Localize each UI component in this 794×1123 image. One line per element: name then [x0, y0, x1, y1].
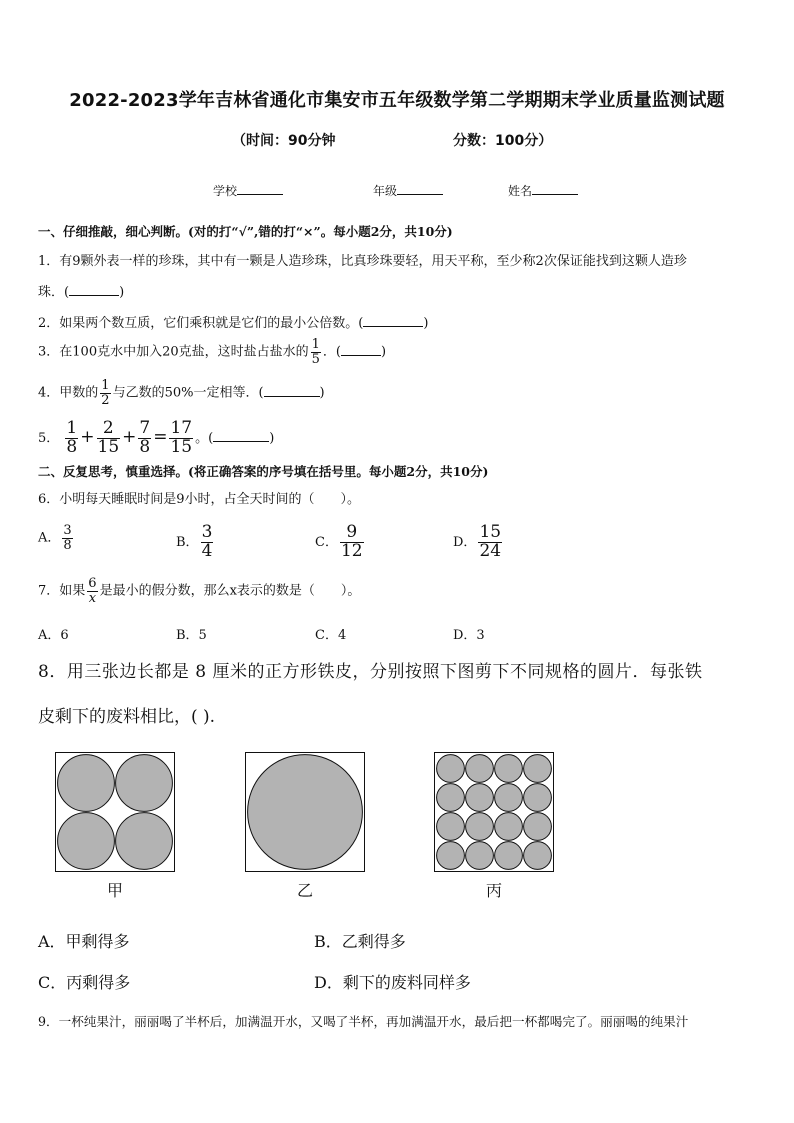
- q8-option-d[interactable]: D．剩下的废料同样多: [314, 973, 471, 992]
- q6-option-b-fraction: $\frac{3}{4}$: [201, 522, 213, 561]
- bing-circle: [495, 842, 523, 870]
- figure-label-bing: 丙: [485, 881, 502, 900]
- school-field: [213, 182, 283, 199]
- jia-circle: [58, 813, 115, 870]
- q3-fraction: $\frac{1}{5}$: [311, 337, 320, 367]
- question-8-line-1: 8．用三张边长都是 8 厘米的正方形铁皮，分别按照下图剪下不同规格的圆片．每张铁: [38, 662, 703, 682]
- question-5: [38, 420, 274, 457]
- figure-jia: [55, 752, 175, 872]
- jia-circle: [116, 755, 173, 812]
- bing-circle: [495, 755, 523, 783]
- figure-label-jia: 甲: [106, 881, 123, 900]
- bing-circle: [466, 755, 494, 783]
- q8-option-c[interactable]: C．丙剩得多: [38, 973, 131, 992]
- q7-fraction: $\frac{6}{x}$: [88, 576, 97, 606]
- bing-circle: [437, 813, 465, 841]
- q5-fraction-3: $\frac{7}{8}$: [139, 418, 151, 457]
- question-8-line-2: 皮剩下的废料相比，( ).: [38, 707, 216, 727]
- q6-option-d-fraction: $\frac{15}{24}$: [479, 522, 502, 561]
- subtitle-score: 分数：100分）: [453, 133, 553, 149]
- q7-option-d[interactable]: D．3: [453, 628, 485, 643]
- q2-text: 2．如果两个数互质，它们乘积就是它们的最小公倍数。(: [38, 316, 364, 331]
- q5-close: ): [269, 430, 275, 446]
- q7-option-c[interactable]: C．4: [315, 628, 347, 643]
- q6-option-c[interactable]: C． $\frac{9}{12}$: [315, 522, 363, 561]
- jia-circle: [116, 813, 173, 870]
- yi-circle: [248, 755, 363, 870]
- name-blank[interactable]: [532, 183, 578, 195]
- question-7: [38, 577, 360, 605]
- grade-blank[interactable]: [397, 183, 443, 195]
- question-1-line-1: 1．有9颗外表一样的珍珠，其中有一颗是人造珍珠，比真珍珠要轻，用天平称，至少称2次保证能找到这颗人造珍: [38, 254, 687, 269]
- q7-text: 7．如果: [38, 583, 86, 599]
- subtitle-time: （时间：90分钟: [232, 133, 336, 149]
- bing-circle: [524, 842, 552, 870]
- question-4: [38, 379, 325, 407]
- bing-circle: [437, 784, 465, 812]
- q7-option-a[interactable]: A．6: [38, 628, 69, 643]
- question-1-line-2: [38, 281, 124, 300]
- q5-plus-1: +: [80, 426, 95, 447]
- q4-text: 4．甲数的: [38, 385, 99, 401]
- q5-fraction-2: $\frac{2}{15}$: [97, 418, 120, 457]
- page-title: 2022-2023学年吉林省通化市集安市五年级数学第二学期期末学业质量监测试题: [69, 90, 725, 111]
- q5-equals: =: [153, 426, 168, 447]
- question-3: [38, 338, 386, 366]
- bing-circle: [437, 755, 465, 783]
- q5-fraction-1: $\frac{1}{8}$: [66, 418, 78, 457]
- q7-text-2: 是最小的假分数，那么x表示的数是（ ）。: [99, 583, 361, 599]
- figure-bing: [434, 752, 554, 872]
- q1-text: 珠．(: [38, 285, 70, 300]
- q4-close: ): [319, 385, 325, 401]
- q8-option-a[interactable]: A．甲剩得多: [38, 932, 130, 951]
- q4-fraction: $\frac{1}{2}$: [101, 378, 110, 408]
- q8-option-b[interactable]: B．乙剩得多: [314, 932, 406, 951]
- name-field: [508, 182, 578, 199]
- q1-answer-blank[interactable]: [69, 283, 119, 296]
- q5-plus-2: +: [122, 426, 137, 447]
- jia-circle: [58, 755, 115, 812]
- grade-field: [373, 182, 443, 199]
- bing-circle: [466, 784, 494, 812]
- q4-answer-blank[interactable]: [264, 384, 320, 397]
- question-9-line-1: 9．一杯纯果汁，丽丽喝了半杯后，加满温开水，又喝了半杯，再加满温开水，最后把一杯都喝完了。丽丽喝的纯果汁: [38, 1014, 689, 1029]
- bing-circle: [466, 842, 494, 870]
- q6-option-a-fraction: $\frac{3}{8}$: [63, 523, 72, 553]
- question-6: 6．小明每天睡眠时间是9小时，占全天时间的（ ）。: [38, 492, 361, 507]
- bing-circle: [466, 813, 494, 841]
- q4-text-2: 与乙数的50%一定相等．(: [112, 385, 264, 401]
- question-2: [38, 312, 428, 331]
- bing-circle: [437, 842, 465, 870]
- school-label: 学校: [213, 184, 238, 198]
- q7-option-b[interactable]: B．5: [176, 628, 207, 643]
- figure-label-yi: 乙: [296, 881, 313, 900]
- q5-fraction-4: $\frac{17}{15}$: [170, 418, 193, 457]
- school-blank[interactable]: [237, 183, 283, 195]
- section-1-heading: 一、仔细推敲，细心判断。(对的打“√”,错的打“×”。每小题2分，共10分): [38, 224, 453, 239]
- bing-circle: [495, 784, 523, 812]
- section-2-heading: 二、反复思考，慎重选择。(将正确答案的序号填在括号里。每小题2分，共10分): [38, 464, 489, 479]
- bing-circle: [524, 813, 552, 841]
- q5-open: 。(: [195, 430, 214, 446]
- q6-option-a[interactable]: A． $\frac{3}{8}$: [38, 523, 72, 553]
- bing-circle: [495, 813, 523, 841]
- bing-circle: [524, 755, 552, 783]
- q3-close: ): [381, 344, 387, 360]
- q6-option-c-fraction: $\frac{9}{12}$: [340, 522, 363, 561]
- q3-answer-blank[interactable]: [341, 343, 381, 356]
- name-label: 姓名: [508, 184, 533, 198]
- q6-option-b[interactable]: B． $\frac{3}{4}$: [176, 522, 213, 561]
- q5-answer-blank[interactable]: [213, 429, 269, 442]
- q2-answer-blank[interactable]: [363, 314, 423, 327]
- q3-open: ．(: [322, 344, 341, 360]
- figure-yi: [245, 752, 365, 872]
- q6-option-d[interactable]: D． $\frac{15}{24}$: [453, 522, 502, 561]
- bing-circle: [524, 784, 552, 812]
- q2-close: ): [423, 316, 429, 331]
- grade-label: 年级: [373, 184, 398, 198]
- q1-close: ): [119, 285, 125, 300]
- q5-number: 5．: [38, 430, 60, 446]
- q3-text: 3．在100克水中加入20克盐，这时盐占盐水的: [38, 344, 309, 360]
